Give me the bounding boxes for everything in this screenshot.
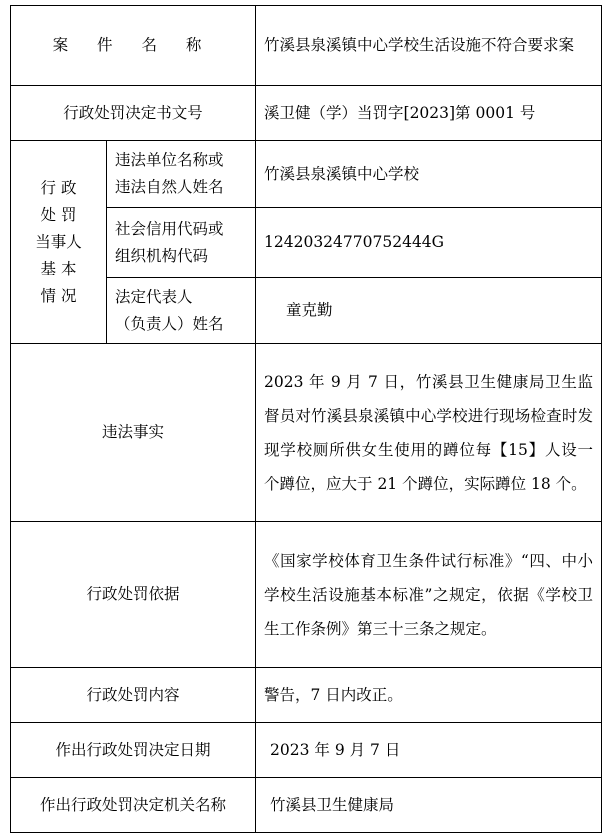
date-row (11, 723, 602, 778)
facts-row (11, 344, 602, 522)
authority-value: 竹溪县卫生健康局 (256, 778, 602, 833)
content-row (11, 668, 602, 723)
credit-code-label: 社会信用代码或 组织机构代码 (107, 208, 256, 278)
party-group-label: 行 政 处 罚 当事人 基 本 情 况 (11, 141, 107, 344)
basis-label: 行政处罚依据 (11, 522, 256, 668)
authority-row (11, 778, 602, 833)
basis-value: 《国家学校体育卫生条件试行标准》“四、中小学校生活设施基本标准”之规定，依据《学校卫生工作条例》第三十三条之规定。 (256, 522, 602, 668)
facts-label: 违法事实 (11, 344, 256, 522)
decision-no-row (11, 86, 602, 141)
authority-label: 作出行政处罚决定机关名称 (11, 778, 256, 833)
date-label: 作出行政处罚决定日期 (11, 723, 256, 778)
facts-value: 2023 年 9 月 7 日，竹溪县卫生健康局卫生监督员对竹溪县泉溪镇中心学校进行现场检查时发现学校厕所供女生使用的蹲位每【15】人设一个蹲位，应大于 21 个蹲位，实际蹲位 18 个。 (256, 344, 602, 522)
case-name-row (11, 6, 602, 86)
unit-name-value: 竹溪县泉溪镇中心学校 (256, 141, 602, 208)
unit-name-row (11, 141, 602, 208)
unit-name-label: 违法单位名称或 违法自然人姓名 (107, 141, 256, 208)
content-value: 警告，7 日内改正。 (256, 668, 602, 723)
decision-no-value: 溪卫健（学）当罚字[2023]第 0001 号 (256, 86, 602, 141)
decision-no-label: 行政处罚决定书文号 (11, 86, 256, 141)
penalty-info-table (10, 5, 602, 833)
basis-row (11, 522, 602, 668)
case-name-label: 案 件 名 称 (11, 6, 256, 86)
case-name-value: 竹溪县泉溪镇中心学校生活设施不符合要求案 (256, 6, 602, 86)
content-label: 行政处罚内容 (11, 668, 256, 723)
legal-rep-label: 法定代表人 （负责人）姓名 (107, 278, 256, 344)
date-value: 2023 年 9 月 7 日 (256, 723, 602, 778)
legal-rep-value: 童克勤 (256, 278, 602, 344)
credit-code-value: 12420324770752444G (256, 208, 602, 278)
